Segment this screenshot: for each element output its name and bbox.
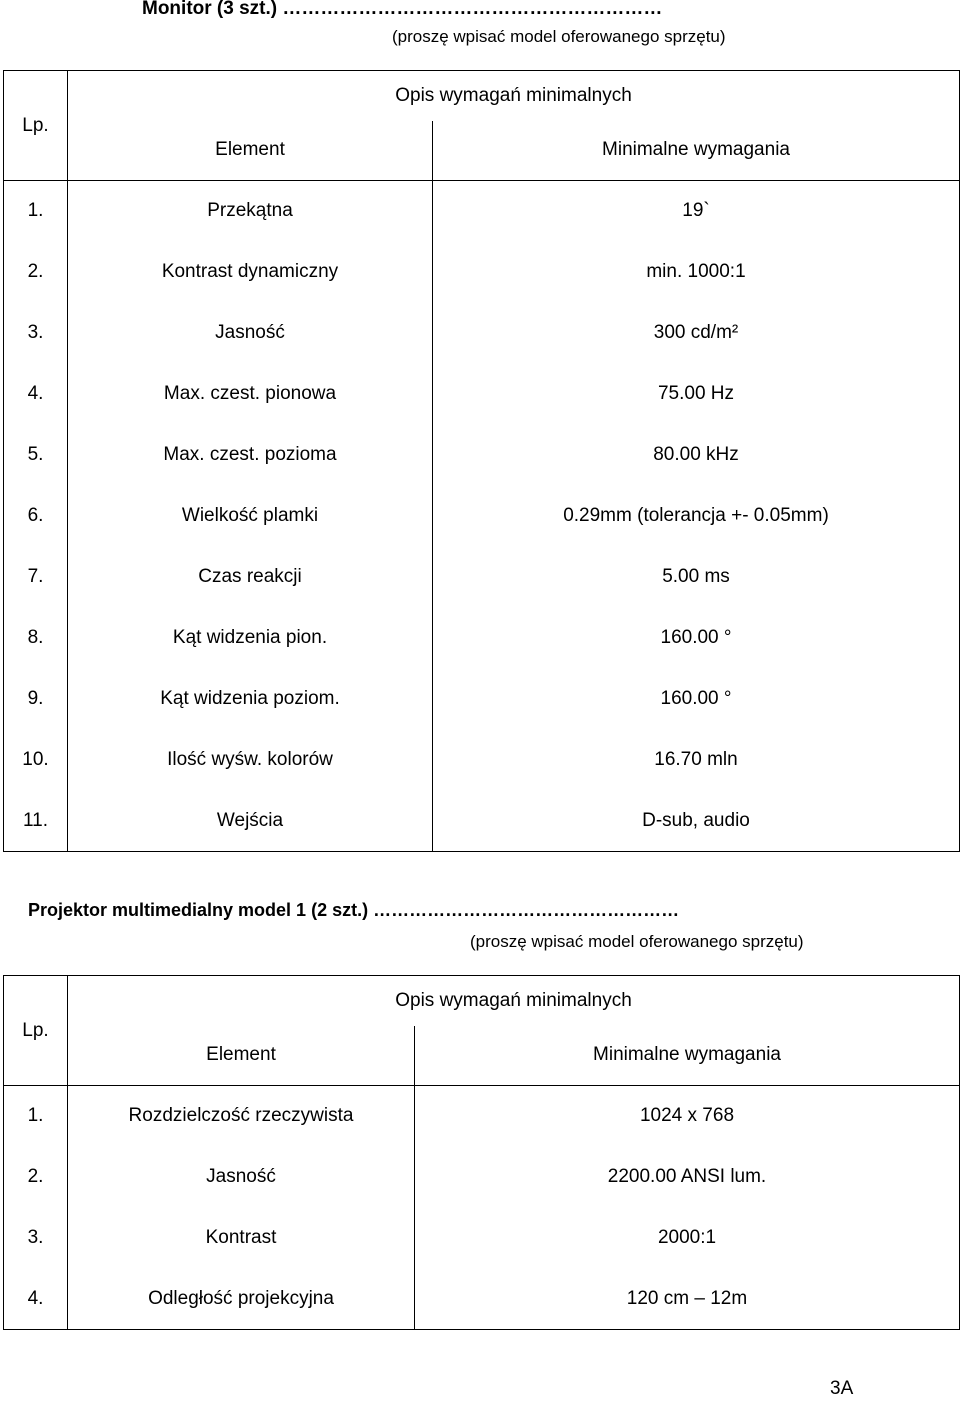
monitor-model-note: (proszę wpisać model oferowanego sprzętu) xyxy=(392,27,726,46)
row-element: Kąt widzenia pion. xyxy=(68,608,433,669)
element-header: Element xyxy=(68,1026,415,1086)
row-number: 7. xyxy=(4,547,68,608)
monitor-spec-table xyxy=(3,70,960,852)
row-requirement: 0.29mm (tolerancja +- 0.05mm) xyxy=(433,486,960,547)
row-element: Max. czest. pionowa xyxy=(68,364,433,425)
monitor-spec-rows xyxy=(4,181,960,852)
row-element: Wejścia xyxy=(68,791,433,852)
row-requirement: 2200.00 ANSI lum. xyxy=(415,1147,960,1208)
row-number: 4. xyxy=(4,364,68,425)
row-requirement: 120 cm – 12m xyxy=(415,1269,960,1330)
row-requirement: 160.00 ° xyxy=(433,669,960,730)
row-requirement: 16.70 mln xyxy=(433,730,960,791)
projektor-spec-table xyxy=(3,975,960,1330)
element-header: Element xyxy=(68,121,433,181)
lp-header: Lp. xyxy=(4,976,68,1086)
row-number: 1. xyxy=(4,1086,68,1147)
row-requirement: min. 1000:1 xyxy=(433,242,960,303)
row-element: Przekątna xyxy=(68,181,433,242)
table-row xyxy=(4,1086,960,1147)
row-requirement: 19` xyxy=(433,181,960,242)
table-row xyxy=(4,181,960,242)
row-requirement: 300 cd/m² xyxy=(433,303,960,364)
row-number: 9. xyxy=(4,669,68,730)
table-row xyxy=(4,608,960,669)
table-row xyxy=(4,364,960,425)
table-row xyxy=(4,486,960,547)
opis-header: Opis wymagań minimalnych xyxy=(68,71,960,121)
lp-header: Lp. xyxy=(4,71,68,181)
row-element: Czas reakcji xyxy=(68,547,433,608)
row-element: Kontrast xyxy=(68,1208,415,1269)
row-number: 4. xyxy=(4,1269,68,1330)
table-row xyxy=(4,669,960,730)
table-row xyxy=(4,730,960,791)
row-number: 11. xyxy=(4,791,68,852)
row-number: 1. xyxy=(4,181,68,242)
row-requirement: 1024 x 768 xyxy=(415,1086,960,1147)
row-number: 8. xyxy=(4,608,68,669)
table-row xyxy=(4,1147,960,1208)
monitor-section-title: Monitor (3 szt.) …………………………………………………… xyxy=(142,0,663,19)
projektor-model-note: (proszę wpisać model oferowanego sprzętu) xyxy=(470,932,804,951)
row-requirement: 75.00 Hz xyxy=(433,364,960,425)
row-number: 10. xyxy=(4,730,68,791)
row-requirement: D-sub, audio xyxy=(433,791,960,852)
row-element: Jasność xyxy=(68,1147,415,1208)
row-number: 3. xyxy=(4,303,68,364)
row-requirement: 160.00 ° xyxy=(433,608,960,669)
wymagania-header: Minimalne wymagania xyxy=(415,1026,960,1086)
projektor-spec-rows xyxy=(4,1086,960,1330)
row-element: Rozdzielczość rzeczywista xyxy=(68,1086,415,1147)
table-row xyxy=(4,1269,960,1330)
table-row xyxy=(4,303,960,364)
row-number: 2. xyxy=(4,1147,68,1208)
row-number: 5. xyxy=(4,425,68,486)
row-requirement: 80.00 kHz xyxy=(433,425,960,486)
row-element: Kąt widzenia poziom. xyxy=(68,669,433,730)
table-row xyxy=(4,1208,960,1269)
wymagania-header: Minimalne wymagania xyxy=(433,121,960,181)
row-element: Kontrast dynamiczny xyxy=(68,242,433,303)
row-element: Wielkość plamki xyxy=(68,486,433,547)
page-number: 3A xyxy=(830,1378,854,1399)
row-number: 3. xyxy=(4,1208,68,1269)
table-row xyxy=(4,547,960,608)
table-row xyxy=(4,242,960,303)
row-element: Ilość wyśw. kolorów xyxy=(68,730,433,791)
projektor-section-title: Projektor multimedialny model 1 (2 szt.) …………………………………………… xyxy=(28,900,680,920)
row-number: 6. xyxy=(4,486,68,547)
table-row xyxy=(4,425,960,486)
row-requirement: 2000:1 xyxy=(415,1208,960,1269)
row-requirement: 5.00 ms xyxy=(433,547,960,608)
row-element: Jasność xyxy=(68,303,433,364)
row-number: 2. xyxy=(4,242,68,303)
row-element: Odległość projekcyjna xyxy=(68,1269,415,1330)
row-element: Max. czest. pozioma xyxy=(68,425,433,486)
table-row xyxy=(4,791,960,852)
opis-header: Opis wymagań minimalnych xyxy=(68,976,960,1026)
